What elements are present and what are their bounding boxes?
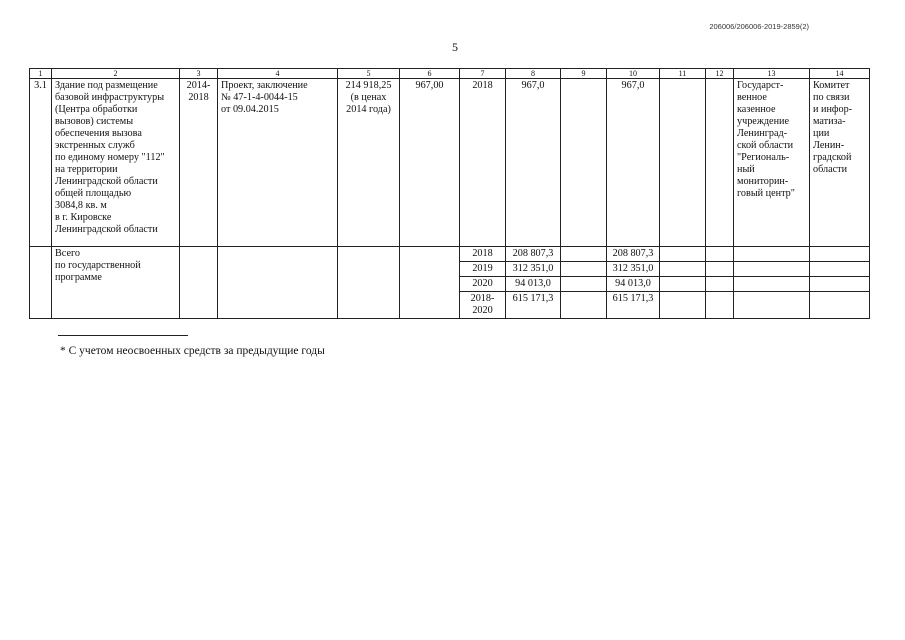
construction-years: 2014- 2018 (180, 79, 218, 247)
col12-empty (706, 79, 734, 247)
header-cell: 2 (52, 69, 180, 79)
col9-empty (561, 79, 607, 247)
total-empty-cell (734, 262, 810, 277)
total-year: 2020 (460, 277, 506, 292)
col10-value: 967,0 (607, 79, 660, 247)
total-empty-cell (561, 262, 607, 277)
total-year: 2019 (460, 262, 506, 277)
total-empty-cell (810, 292, 870, 319)
footnote: * С учетом неосвоенных средств за предыдущие годы (60, 345, 325, 357)
header-cell: 10 (607, 69, 660, 79)
header-cell: 3 (180, 69, 218, 79)
total-empty-cell (706, 292, 734, 319)
total-empty-cell (810, 262, 870, 277)
total-empty-cell (706, 277, 734, 292)
total-empty-cell (706, 247, 734, 262)
col11-empty (660, 79, 706, 247)
total-col10: 312 351,0 (607, 262, 660, 277)
total-col10: 615 171,3 (607, 292, 660, 319)
total-empty-cell (400, 247, 460, 319)
total-empty-cell (734, 247, 810, 262)
col8-value: 967,0 (506, 79, 561, 247)
total-col10: 208 807,3 (607, 247, 660, 262)
header-cell: 4 (218, 69, 338, 79)
program-table (29, 68, 870, 319)
header-cell: 12 (706, 69, 734, 79)
total-empty-cell (810, 277, 870, 292)
total-empty-cell (338, 247, 400, 319)
header-cell: 1 (30, 69, 52, 79)
col7-year: 2018 (460, 79, 506, 247)
estimated-cost: 214 918,25 (в ценах 2014 года) (338, 79, 400, 247)
header-row (30, 69, 870, 79)
header-cell: 11 (660, 69, 706, 79)
total-col8: 615 171,3 (506, 292, 561, 319)
table-row (30, 79, 870, 247)
footnote-divider (58, 335, 188, 336)
total-empty-cell (660, 247, 706, 262)
header-cell: 14 (810, 69, 870, 79)
total-col8: 94 013,0 (506, 277, 561, 292)
total-year: 2018- 2020 (460, 292, 506, 319)
total-empty-cell (660, 292, 706, 319)
total-empty-cell (561, 292, 607, 319)
total-empty-cell (810, 247, 870, 262)
total-year: 2018 (460, 247, 506, 262)
header-cell: 8 (506, 69, 561, 79)
header-cell: 5 (338, 69, 400, 79)
total-empty-cell (660, 262, 706, 277)
total-empty-cell (561, 277, 607, 292)
customer: Государст- венное казенное учреждение Ленинград- ской области "Региональ- ный мониторин- говый центр" (734, 79, 810, 247)
total-row (30, 247, 870, 262)
total-col10: 94 013,0 (607, 277, 660, 292)
total-col8: 312 351,0 (506, 262, 561, 277)
total-empty-cell (734, 292, 810, 319)
header-cell: 9 (561, 69, 607, 79)
total-label: Всего по государственной программе (52, 247, 180, 319)
row-number: 3.1 (30, 79, 52, 247)
document-id: 206006/206006-2019-2859(2) (709, 22, 809, 31)
total-col8: 208 807,3 (506, 247, 561, 262)
object-name: Здание под размещение базовой инфраструктуры (Центра обработки вызовов) системы обеспечения вызова экстренных служб по единому номеру "112" на территории Ленинградской области общей площадью 3084,8 кв. м в г. Кировске Ленинградской области (52, 79, 180, 247)
total-empty-cell (706, 262, 734, 277)
header-cell: 13 (734, 69, 810, 79)
total-num-empty (30, 247, 52, 319)
responsible-committee: Комитет по связи и инфор- матиза- ции Ленин- градской области (810, 79, 870, 247)
page-number: 5 (452, 40, 458, 54)
total-empty-cell (660, 277, 706, 292)
total-empty-cell (180, 247, 218, 319)
total-empty-cell (218, 247, 338, 319)
total-empty-cell (561, 247, 607, 262)
project-document: Проект, заключение № 47-1-4-0044-15 от 09.04.2015 (218, 79, 338, 247)
total-empty-cell (734, 277, 810, 292)
header-cell: 7 (460, 69, 506, 79)
header-cell: 6 (400, 69, 460, 79)
col6-value: 967,00 (400, 79, 460, 247)
